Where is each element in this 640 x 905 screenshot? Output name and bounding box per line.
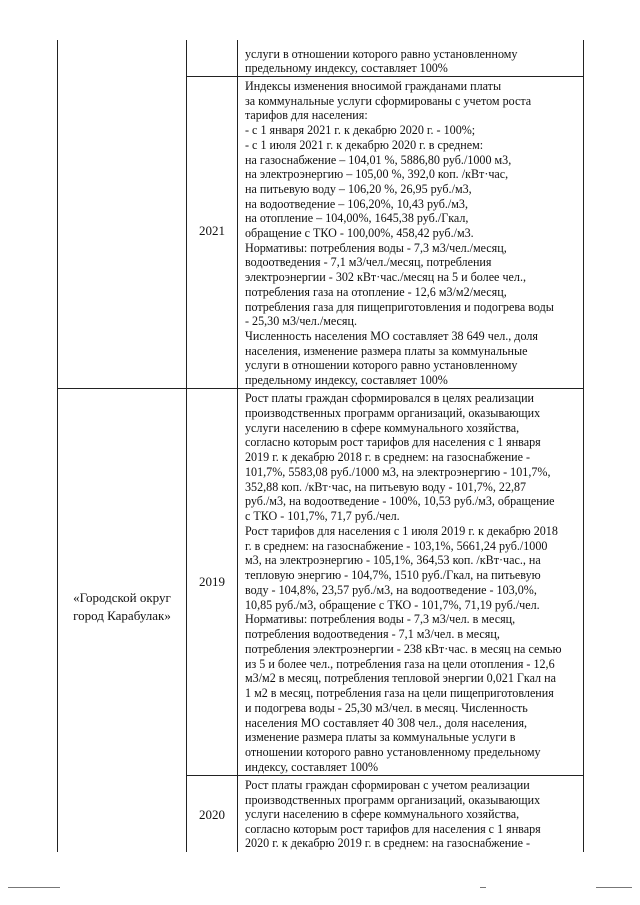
year-cell-2021: 2021 (199, 223, 225, 238)
text-line: Индексы изменения вносимой гражданами платы (245, 79, 502, 93)
scan-mark (8, 887, 60, 888)
text-line: 2020 г. к декабрю 2019 г. в среднем: на газоснабжение - (245, 836, 531, 851)
text-line: услуги населению в сфере коммунального хозяйства, (245, 420, 520, 435)
text-line: услуги населению в сфере коммунального хозяйства, (245, 807, 520, 822)
text-line: водоотведения - 7,1 м3/чел./месяц, потребления (245, 255, 492, 270)
text-line: на отопление – 104,00%, 1645,38 руб./Гкал, (245, 211, 469, 226)
scan-marks (0, 887, 640, 895)
text-line: из 5 и более чел., потребления газа на цели отопления - 12,6 (245, 656, 555, 671)
text-line: 2019 г. к декабрю 2018 г. в среднем: на газоснабжение - (245, 450, 531, 464)
text-line: 101,7%, 5583,08 руб./1000 м3, на электроэнергию - 101,7%, (245, 464, 551, 479)
text-line: - 25,30 м3/чел./месяц. (245, 314, 357, 329)
table-col-divider-region (186, 40, 187, 852)
row-divider-1 (186, 76, 584, 77)
text-line: тарифов для населения: (245, 108, 368, 123)
text-line: 10,85 руб./м3, обращение с ТКО - 101,7%, 71,19 руб./чел. (245, 597, 540, 612)
text-line: 352,88 коп. /кВт·час, на питьевую воду - 101,7%, 22,87 (245, 479, 527, 494)
text-line: производственных программ организаций, оказывающих (245, 792, 541, 807)
table-col-divider-year (237, 40, 238, 852)
text-line: предельному индексу, составляет 100% (245, 60, 448, 75)
text-line: - с 1 января 2021 г. к декабрю 2020 г. - 100%; (245, 123, 476, 138)
year-cell-2020: 2020 (199, 807, 225, 822)
text-line: руб./м3, на водоотведение - 100%, 10,53 руб./м3, обращение (245, 494, 555, 509)
text-line: м3, на электроэнергию - 105,1%, 364,53 коп. /кВт·час., на (245, 553, 541, 568)
text-cell-row-2021 (245, 79, 554, 388)
text-cell-row-0 (245, 48, 517, 75)
text-line: с ТКО - 101,7%, 71,7 руб./чел. (245, 509, 400, 523)
text-cell-row-2019 (245, 391, 562, 775)
text-line: Рост тарифов для населения с 1 июля 2019 г. к декабрю 2018 (245, 523, 558, 538)
text-line: Нормативы: потребления воды - 7,3 м3/чел./месяц, (245, 240, 507, 255)
text-line: на питьевую воду – 106,20 %, 26,95 руб./м3, (245, 181, 472, 196)
text-line: на водоотведение – 106,20%, 10,43 руб./м3, (245, 196, 468, 211)
text-line: на электроэнергию – 105,00 %, 392,0 коп. /кВт·час, (245, 167, 509, 182)
text-line: и подогрева воды - 25,30 м3/чел. в месяц. Численность (245, 700, 528, 715)
text-line: отношении которого равно установленному предельному (245, 745, 541, 759)
region-cell (47, 589, 197, 625)
text-line: потребления газа для пищеприготовления и подогрева воды (245, 299, 554, 314)
text-line: г. в среднем: на газоснабжение - 103,1%, 5661,24 руб./1000 (245, 538, 548, 553)
text-line: электроэнергии - 302 кВт·час./месяц на 5 и более чел., (245, 270, 526, 285)
text-line: Нормативы: потребления воды - 7,3 м3/чел. в месяц, (245, 612, 516, 627)
scan-mark (480, 887, 486, 888)
text-line: производственных программ организаций, оказывающих (245, 405, 541, 420)
text-line: м3/м2 в месяц, потребления тепловой энергии 0,021 Гкал на (245, 671, 556, 686)
text-line: индексу, составляет 100% (245, 759, 379, 774)
text-line: потребления электроэнергии - 238 кВт·час. в месяц на семью (245, 641, 562, 656)
text-line: за коммунальные услуги сформированы с учетом роста (245, 93, 532, 108)
table-left-border (57, 40, 58, 852)
text-line: услуги в отношении которого равно установленному (245, 358, 518, 373)
text-line: обращение с ТКО - 100,00%, 458,42 руб./м3. (245, 226, 474, 241)
text-line: воду - 104,8%, 23,57 руб./м3, на водоотведение - 103,0%, (245, 582, 537, 597)
text-line: потребления водоотведения - 7,1 м3/чел. в месяц, (245, 627, 500, 641)
text-line: согласно которым рост тарифов для населения с 1 января (245, 821, 541, 836)
text-cell-row-2020 (245, 778, 541, 851)
region-line-1: «Городской округ (73, 590, 171, 605)
text-line: согласно которым рост тарифов для населения с 1 января (245, 435, 541, 450)
scan-mark (596, 887, 632, 888)
text-line: потребления газа на отопление - 12,6 м3/м2/месяц, (245, 284, 507, 299)
year-cell-2019: 2019 (199, 574, 225, 589)
text-line: тепловую энергию - 104,7%, 1510 руб./Гкал, на питьевую (245, 568, 541, 582)
region-line-2: город Карабулак» (73, 608, 171, 623)
text-line: Рост платы граждан сформировался в целях реализации (245, 391, 535, 405)
row-divider-3 (186, 775, 584, 776)
text-line: населения, изменение размера платы за коммунальные (245, 343, 528, 358)
text-line: населения МО составляет 40 308 чел., доля населения, (245, 715, 528, 730)
text-line: - с 1 июля 2021 г. к декабрю 2020 г. в среднем: (245, 137, 484, 152)
text-line: 1 м2 в месяц, потребления газа на цели пищеприготовления (245, 686, 554, 700)
table-right-border (583, 40, 584, 852)
text-line: на газоснабжение – 104,01 %, 5886,80 руб./1000 м3, (245, 152, 512, 167)
text-line: Численность населения МО составляет 38 649 чел., доля (245, 328, 538, 343)
text-line: предельному индексу, составляет 100% (245, 373, 448, 388)
row-divider-2 (57, 388, 584, 389)
text-line: услуги в отношении которого равно установленному (245, 47, 518, 61)
text-line: Рост платы граждан сформирован с учетом реализации (245, 778, 530, 792)
text-line: изменение размера платы за коммунальные услуги в (245, 730, 516, 745)
